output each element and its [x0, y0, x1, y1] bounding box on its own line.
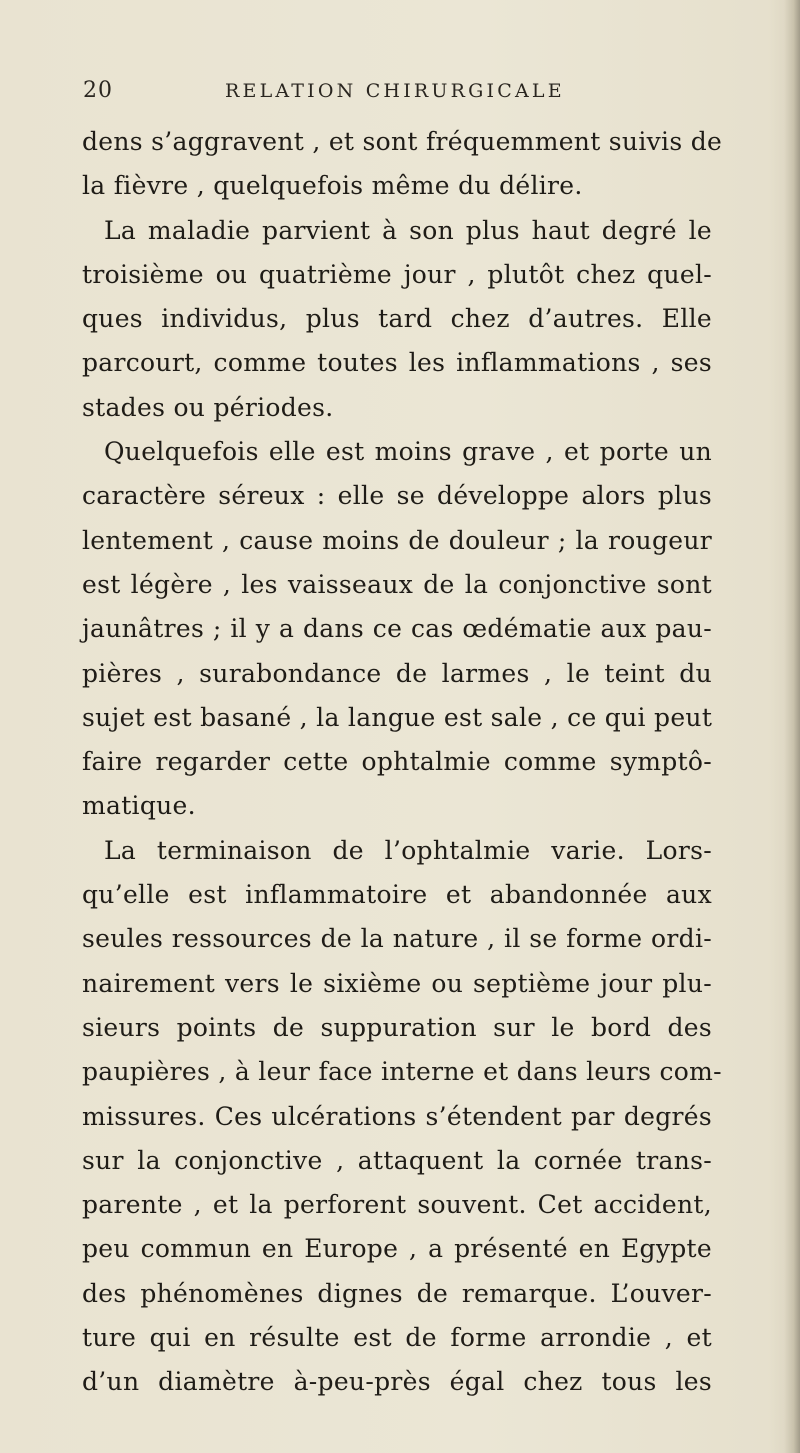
- text-line: sujet est basané , la langue est sale , ce qui peut: [82, 702, 713, 732]
- text-line: matique.: [82, 791, 196, 821]
- text-line: stades ou périodes.: [82, 392, 334, 422]
- text-line: caractère séreux : elle se développe alors plus: [82, 481, 712, 511]
- page-edge-shadow: [784, 0, 800, 1453]
- body-text: [82, 120, 723, 1405]
- text-line: d’un diamètre à-peu-près égal chez tous les: [82, 1367, 712, 1397]
- text-line: jaunâtres ; il y a dans ce cas œdématie aux pau-: [82, 614, 712, 644]
- text-line: des phénomènes dignes de remarque. L’ouver-: [82, 1278, 712, 1308]
- text-line: lentement , cause moins de douleur ; la rougeur: [82, 525, 712, 555]
- text-line: La terminaison de l’ophtalmie varie. Lors-: [104, 835, 712, 865]
- running-head: RELATION CHIRURGICALE: [225, 80, 565, 102]
- text-line: la fièvre , quelquefois même du délire.: [82, 171, 583, 201]
- text-line: paupières , à leur face interne et dans leurs com-: [82, 1057, 722, 1087]
- text-line: parente , et la perforent souvent. Cet accident,: [82, 1190, 712, 1220]
- text-line: peu commun en Europe , a présenté en Egypte: [82, 1234, 712, 1264]
- text-line: sur la conjonctive , attaquent la cornée trans-: [82, 1145, 712, 1175]
- text-line: missures. Ces ulcérations s’étendent par degrés: [82, 1101, 712, 1131]
- text-line: ture qui en résulte est de forme arrondie , et: [82, 1323, 712, 1353]
- text-line: nairement vers le sixième ou septième jour plu-: [82, 968, 712, 998]
- page-number: 20: [83, 78, 113, 103]
- text-line: La maladie parvient à son plus haut degré le: [104, 215, 712, 245]
- text-line: Quelquefois elle est moins grave , et porte un: [104, 437, 712, 467]
- text-line: troisième ou quatrième jour , plutôt chez quel-: [82, 259, 712, 289]
- text-line: dens s’aggravent , et sont fréquemment suivis de: [82, 127, 723, 156]
- text-line: qu’elle est inflammatoire et abandonnée aux: [82, 880, 712, 910]
- text-line: ques individus, plus tard chez d’autres. Elle: [82, 304, 712, 334]
- text-line: pières , surabondance de larmes , le teint du: [82, 658, 712, 688]
- page-header: [83, 78, 703, 112]
- text-line: seules ressources de la nature , il se forme ordi-: [82, 924, 712, 954]
- text-line: est légère , les vaisseaux de la conjonctive sont: [82, 569, 712, 599]
- text-line: parcourt, comme toutes les inflammations , ses: [82, 348, 712, 378]
- text-line: sieurs points de suppuration sur le bord des: [82, 1012, 712, 1042]
- text-line: faire regarder cette ophtalmie comme symptô-: [82, 747, 712, 777]
